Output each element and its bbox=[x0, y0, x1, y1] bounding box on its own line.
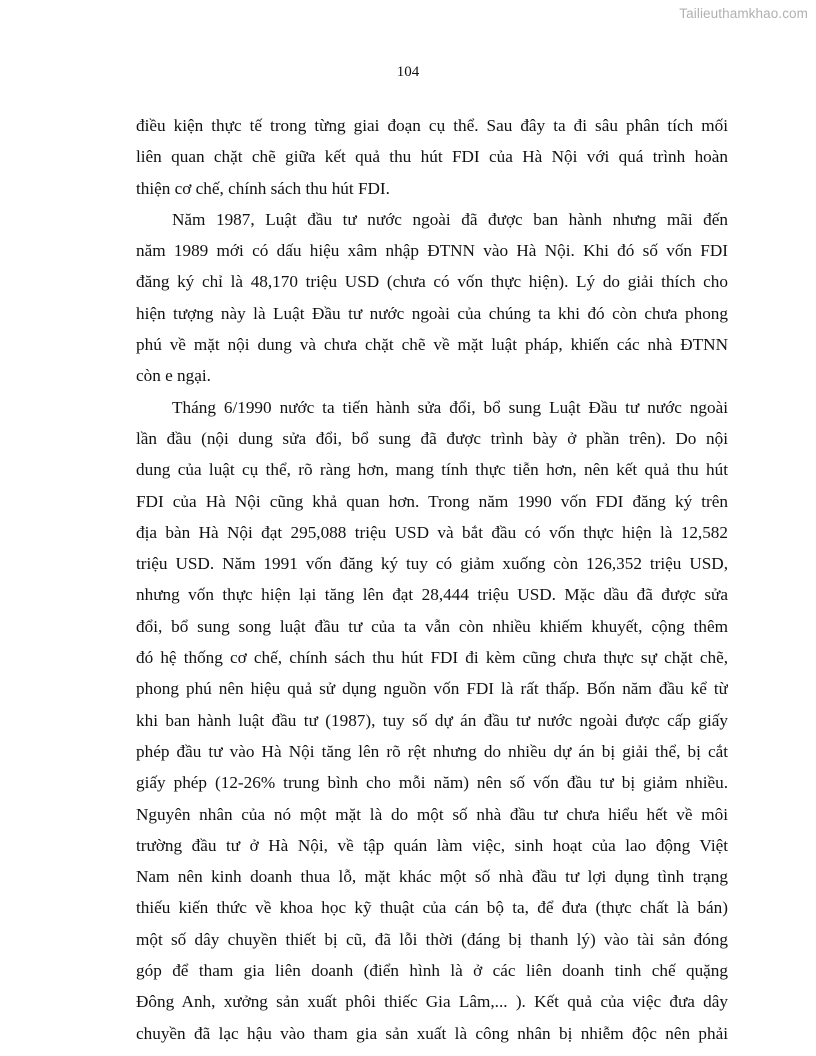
text-line: Đông Anh, xưởng sản xuất phôi thiếc Gia Lâm,... ). Kết quả của việc đưa dây bbox=[136, 992, 728, 1012]
text-line: phú về mặt nội dung và chưa chặt chẽ về mặt luật pháp, khiến các nhà ĐTNN bbox=[136, 335, 728, 355]
text-line: đổi, bổ sung song luật đầu tư của ta vẫn còn nhiều khiếm khuyết, cộng thêm bbox=[136, 616, 728, 636]
page-number: 104 bbox=[396, 64, 420, 80]
body-text bbox=[136, 110, 728, 1049]
text-line: đó hệ thống cơ chế, chính sách thu hút FDI đi kèm cũng chưa thực sự chặt chẽ, bbox=[136, 648, 728, 668]
text-line: lần đầu (nội dung sửa đổi, bổ sung đã được trình bày ở phần trên). Do nội bbox=[136, 428, 728, 448]
text-line: triệu USD. Năm 1991 vốn đăng ký tuy có giảm xuống còn 126,352 triệu USD, bbox=[136, 554, 728, 574]
text-line: còn e ngại. bbox=[136, 366, 211, 386]
watermark-text: Tailieuthamkhao.com bbox=[679, 6, 808, 21]
text-line: Năm 1987, Luật đầu tư nước ngoài đã được ban hành nhưng mãi đến bbox=[172, 209, 728, 229]
text-line: năm 1989 mới có dấu hiệu xâm nhập ĐTNN vào Hà Nội. Khi đó số vốn FDI bbox=[136, 241, 728, 261]
text-line: phong phú nên hiệu quả sử dụng nguồn vốn FDI là rất thấp. Bốn năm đầu kể từ bbox=[136, 679, 728, 699]
text-line: điều kiện thực tế trong từng giai đoạn cụ thể. Sau đây ta đi sâu phân tích mối bbox=[136, 116, 728, 135]
text-line: liên quan chặt chẽ giữa kết quả thu hút FDI của Hà Nội với quá trình hoàn bbox=[136, 147, 728, 167]
text-line: chuyền đã lạc hậu vào tham gia sản xuất là công nhân bị nhiễm độc nên phải bbox=[136, 1023, 728, 1043]
text-line: đăng ký chỉ là 48,170 triệu USD (chưa có vốn thực hiện). Lý do giải thích cho bbox=[136, 272, 728, 292]
text-line: một số dây chuyền thiết bị cũ, đã lỗi thời (đáng bị thanh lý) vào tài sản đóng bbox=[136, 929, 728, 949]
text-line: góp để tham gia liên doanh (điển hình là ở các liên doanh tinh chế quặng bbox=[136, 961, 728, 981]
text-line: dung của luật cụ thể, rõ ràng hơn, mang tính thực tiễn hơn, nên kết quả thu hút bbox=[136, 460, 728, 480]
text-line: nhưng vốn thực hiện lại tăng lên đạt 28,444 triệu USD. Mặc dầu đã được sửa bbox=[136, 585, 728, 605]
text-line: Tháng 6/1990 nước ta tiến hành sửa đổi, bổ sung Luật Đầu tư nước ngoài bbox=[172, 397, 728, 417]
text-line: trường đầu tư ở Hà Nội, về tập quán làm việc, sinh hoạt của lao động Việt bbox=[136, 835, 728, 855]
text-line: Nguyên nhân của nó một mặt là do một số nhà đầu tư chưa hiểu hết về môi bbox=[136, 804, 728, 824]
text-line: địa bàn Hà Nội đạt 295,088 triệu USD và bắt đầu có vốn thực hiện là 12,582 bbox=[136, 522, 728, 542]
text-line: giấy phép (12-26% trung bình cho mỗi năm) nên số vốn đầu tư bị giảm nhiều. bbox=[136, 773, 728, 793]
text-line: phép đầu tư vào Hà Nội tăng lên rõ rệt nhưng do nhiều dự án bị giải thể, bị cắt bbox=[136, 741, 728, 761]
text-line: thiện cơ chế, chính sách thu hút FDI. bbox=[136, 178, 390, 198]
text-line: Nam nên kinh doanh thua lỗ, mặt khác một số nhà đầu tư lợi dụng tình trạng bbox=[136, 867, 728, 887]
text-line: khi ban hành luật đầu tư (1987), tuy số dự án đầu tư nước ngoài được cấp giấy bbox=[136, 710, 728, 730]
text-line: FDI của Hà Nội cũng khả quan hơn. Trong năm 1990 vốn FDI đăng ký trên bbox=[136, 491, 728, 511]
text-line: hiện tượng này là Luật Đầu tư nước ngoài của chúng ta khi đó còn chưa phong bbox=[136, 303, 728, 323]
text-line: thiếu kiến thức về khoa học kỹ thuật của cán bộ ta, để đưa (thực chất là bán) bbox=[136, 898, 728, 918]
